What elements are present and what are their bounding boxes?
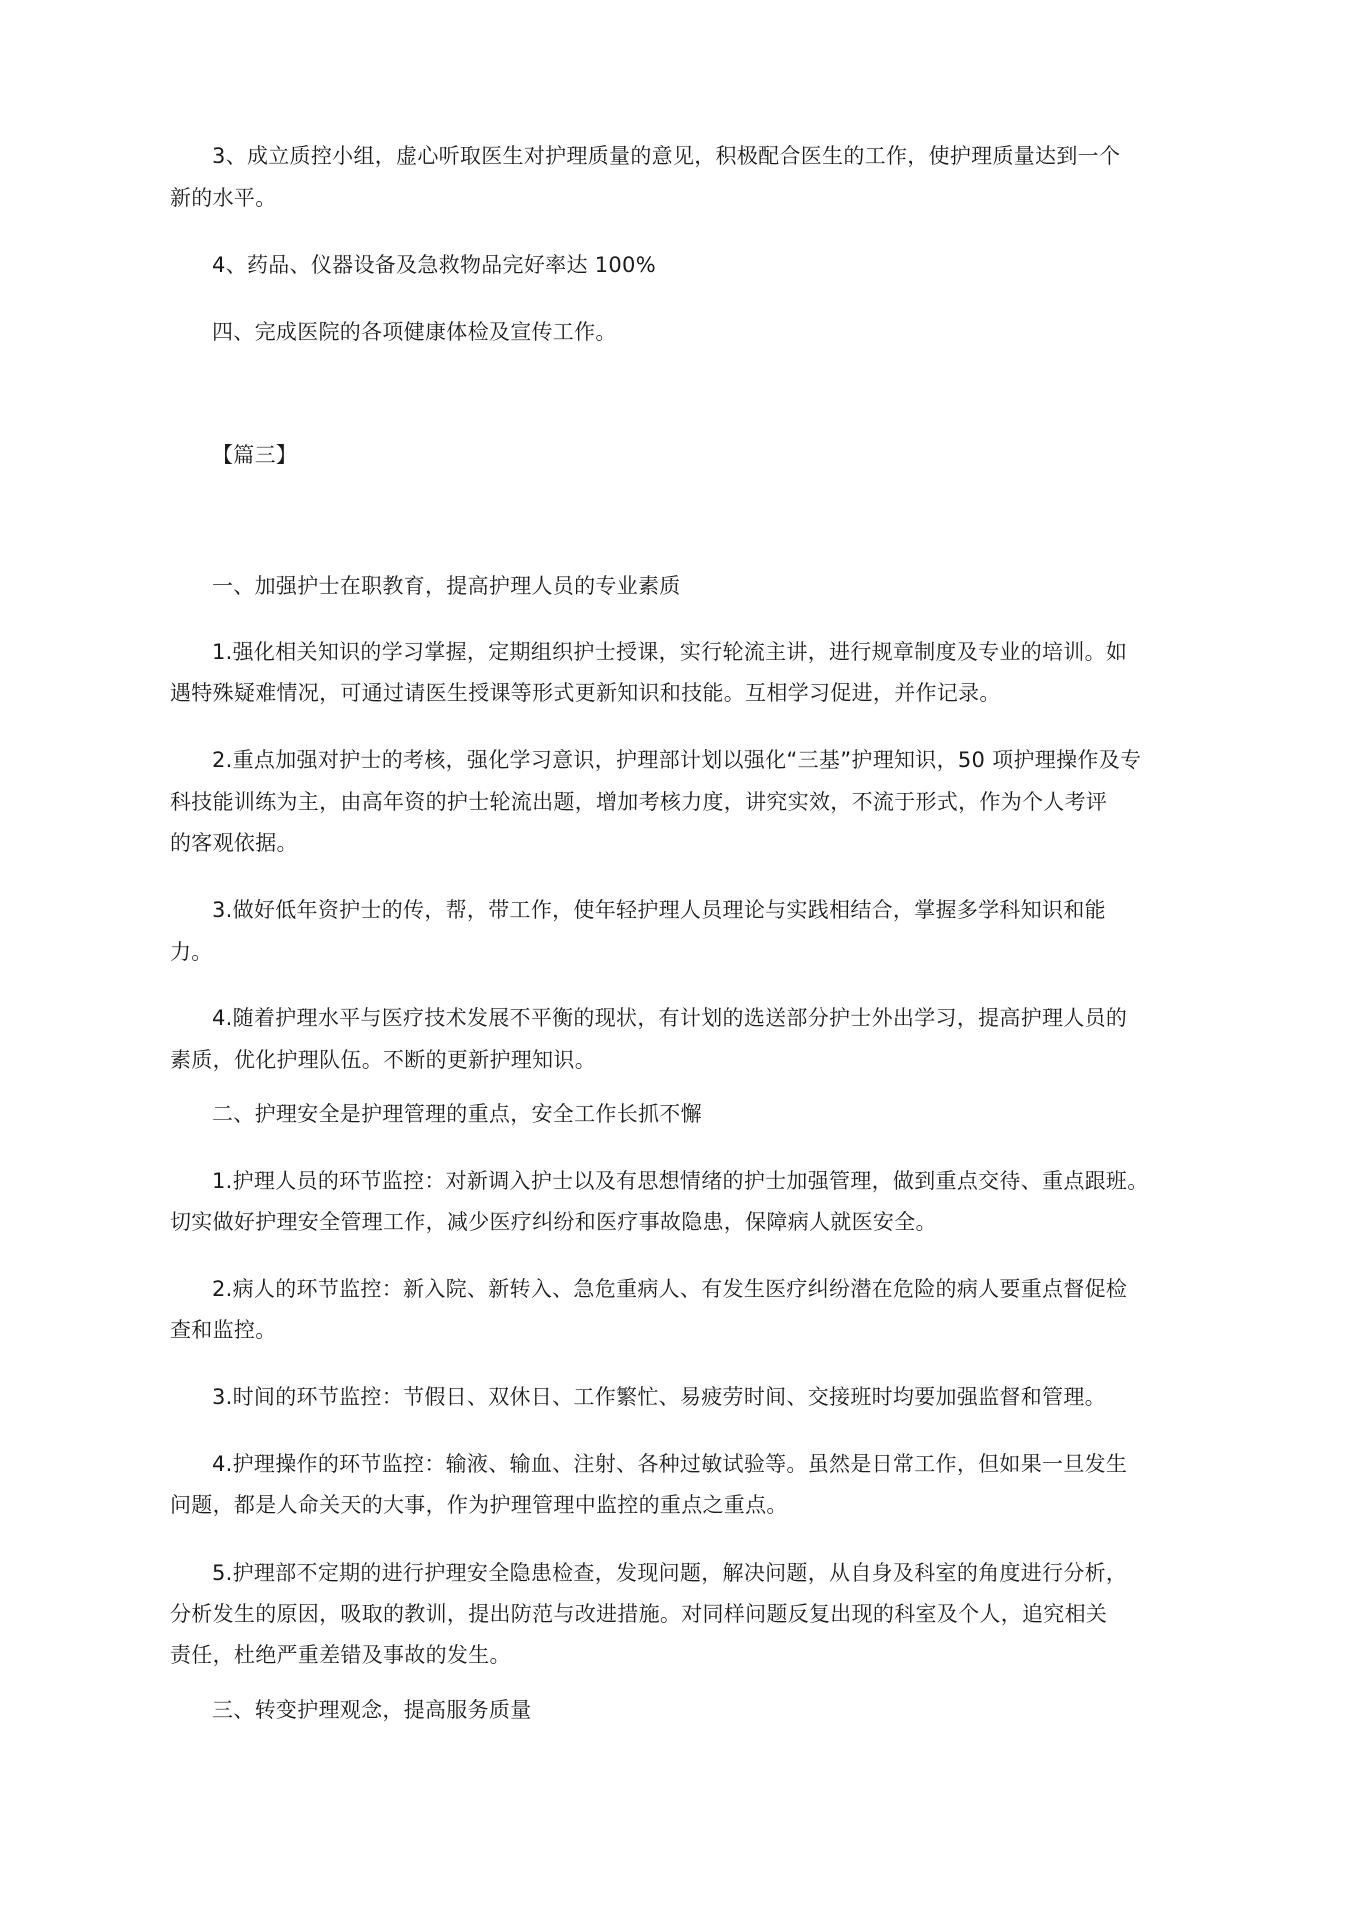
text-line: 遇特殊疑难情况，可通过请医生授课等形式更新知识和技能。互相学习促进，并作记录。 (170, 681, 1001, 705)
text-line: 3、成立质控小组，虚心听取医生对护理质量的意见，积极配合医生的工作，使护理质量达到一个 (212, 144, 1121, 168)
text-line: 2.病人的环节监控：新入院、新转入、急危重病人、有发生医疗纠纷潜在危险的病人要重点督促检 (212, 1277, 1128, 1301)
text-line: 2.重点加强对护士的考核，强化学习意识，护理部计划以强化“三基”护理知识，50 项护理操作及专 (212, 748, 1142, 772)
text-line: 分析发生的原因，吸取的教训，提出防范与改进措施。对同样问题反复出现的科室及个人，追究相关 (170, 1602, 1108, 1626)
text-line: 科技能训练为主，由高年资的护士轮流出题，增加考核力度，讲究实效，不流于形式，作为个人考评 (170, 790, 1108, 814)
text-line: 1.强化相关知识的学习掌握，定期组织护士授课，实行轮流主讲，进行规章制度及专业的培训。如 (212, 640, 1128, 664)
text-line: 新的水平。 (170, 186, 277, 210)
section-title: 三、转变护理观念，提高服务质量 (212, 1698, 532, 1722)
text-line: 4.随着护理水平与医疗技术发展不平衡的现状，有计划的选送部分护士外出学习，提高护理人员的 (212, 1006, 1128, 1030)
text-line: 4.护理操作的环节监控：输液、输血、注射、各种过敏试验等。虽然是日常工作，但如果一旦发生 (212, 1452, 1128, 1476)
text-line: 3.时间的环节监控：节假日、双休日、工作繁忙、易疲劳时间、交接班时均要加强监督和管理。 (212, 1385, 1106, 1409)
section-title: 二、护理安全是护理管理的重点，安全工作长抓不懈 (212, 1102, 702, 1126)
text-line: 力。 (170, 940, 213, 964)
text-line: 切实做好护理安全管理工作，减少医疗纠纷和医疗事故隐患，保障病人就医安全。 (170, 1210, 937, 1234)
text-line: 查和监控。 (170, 1318, 277, 1342)
text-line: 3.做好低年资护士的传，帮，带工作，使年轻护理人员理论与实践相结合，掌握多学科知识和能 (212, 898, 1106, 922)
text-line: 4、药品、仪器设备及急救物品完好率达 100% (212, 253, 656, 277)
text-line: 问题，都是人命关天的大事，作为护理管理中监控的重点之重点。 (170, 1493, 788, 1517)
text-line: 四、完成医院的各项健康体检及宣传工作。 (212, 320, 617, 344)
text-line: 5.护理部不定期的进行护理安全隐患检查，发现问题，解决问题，从自身及科室的角度进行分析， (212, 1561, 1128, 1585)
text-line: 1.护理人员的环节监控：对新调入护士以及有思想情绪的护士加强管理，做到重点交待、重点跟班。 (212, 1169, 1149, 1193)
text-line: 素质，优化护理队伍。不断的更新护理知识。 (170, 1048, 596, 1072)
text-line: 责任，杜绝严重差错及事故的发生。 (170, 1643, 511, 1667)
chapter-title: 【篇三】 (212, 443, 298, 467)
section-title: 一、加强护士在职教育，提高护理人员的专业素质 (212, 574, 681, 598)
text-line: 的客观依据。 (170, 831, 298, 855)
